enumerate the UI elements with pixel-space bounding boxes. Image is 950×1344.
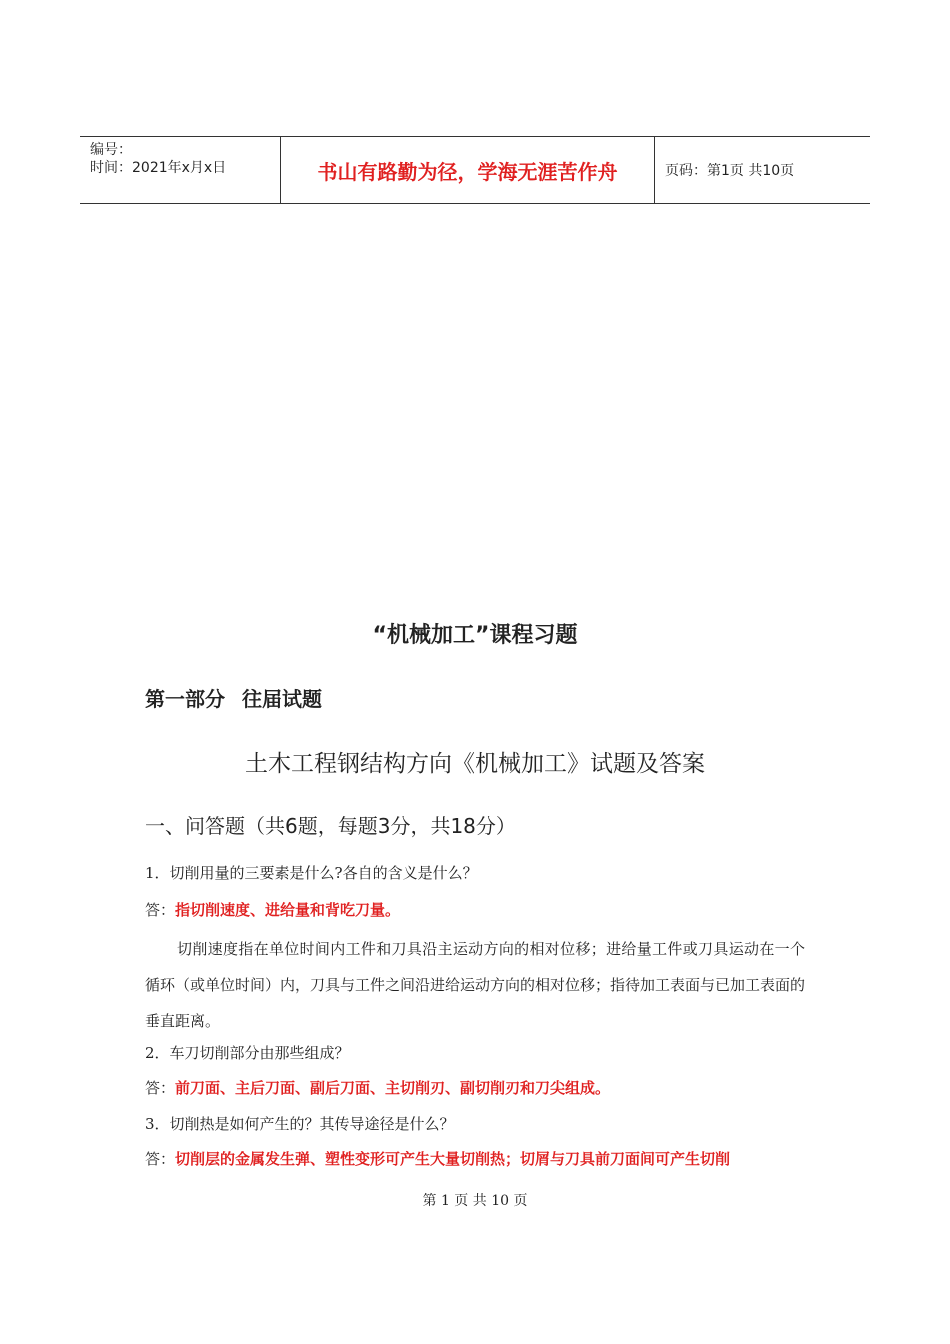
document-title: “机械加工”课程习题	[372, 623, 578, 648]
page-footer: 第 1 页 共 10 页	[422, 1193, 528, 1209]
answer-highlight: 切削层的金属发生弹、塑性变形可产生大量切削热；切屑与刀具前刀面间可产生切削	[175, 1150, 731, 1168]
answer-prefix: 答：	[145, 1079, 176, 1097]
answer-highlight: 前刀面、主后刀面、副后刀面、主切削刃、副切削刃和刀尖组成。	[175, 1079, 611, 1097]
answer-highlight: 指切削速度、进给量和背吃刀量。	[175, 901, 401, 919]
answer-1	[145, 899, 400, 920]
part-heading: 第一部分 往届试题	[145, 687, 322, 711]
question-2: 2．车刀切削部分由那些组成？	[145, 1044, 350, 1062]
header-meta	[80, 137, 281, 203]
answer-3	[145, 1148, 730, 1169]
section-heading: 一、问答题（共6题，每题3分，共18分）	[145, 814, 516, 838]
time-label: 时间：2021年x月x日	[90, 160, 227, 176]
answer-prefix: 答：	[145, 901, 176, 919]
answer-1-explanation: 切削速度指在单位时间内工件和刀具沿主运动方向的相对位移；进给量工件或刀具运动在一个循环（或单位时间）内，刀具与工件之间沿进给运动方向的相对位移；指待加工表面与已加工表面的垂直距离。	[145, 940, 806, 1030]
question-1: 1．切削用量的三要素是什么?各自的含义是什么？	[145, 864, 478, 882]
header-motto: 书山有路勤为径，学海无涯苦作舟	[281, 137, 655, 203]
answer-prefix: 答：	[145, 1150, 176, 1168]
question-3: 3．切削热是如何产生的？其传导途径是什么？	[145, 1115, 455, 1133]
number-label: 编号：	[90, 142, 132, 158]
header-page-info: 页码：第1页 共10页	[665, 163, 795, 179]
page-header	[80, 136, 870, 204]
answer-2	[145, 1077, 610, 1098]
document-subtitle: 土木工程钢结构方向《机械加工》试题及答案	[245, 751, 705, 777]
